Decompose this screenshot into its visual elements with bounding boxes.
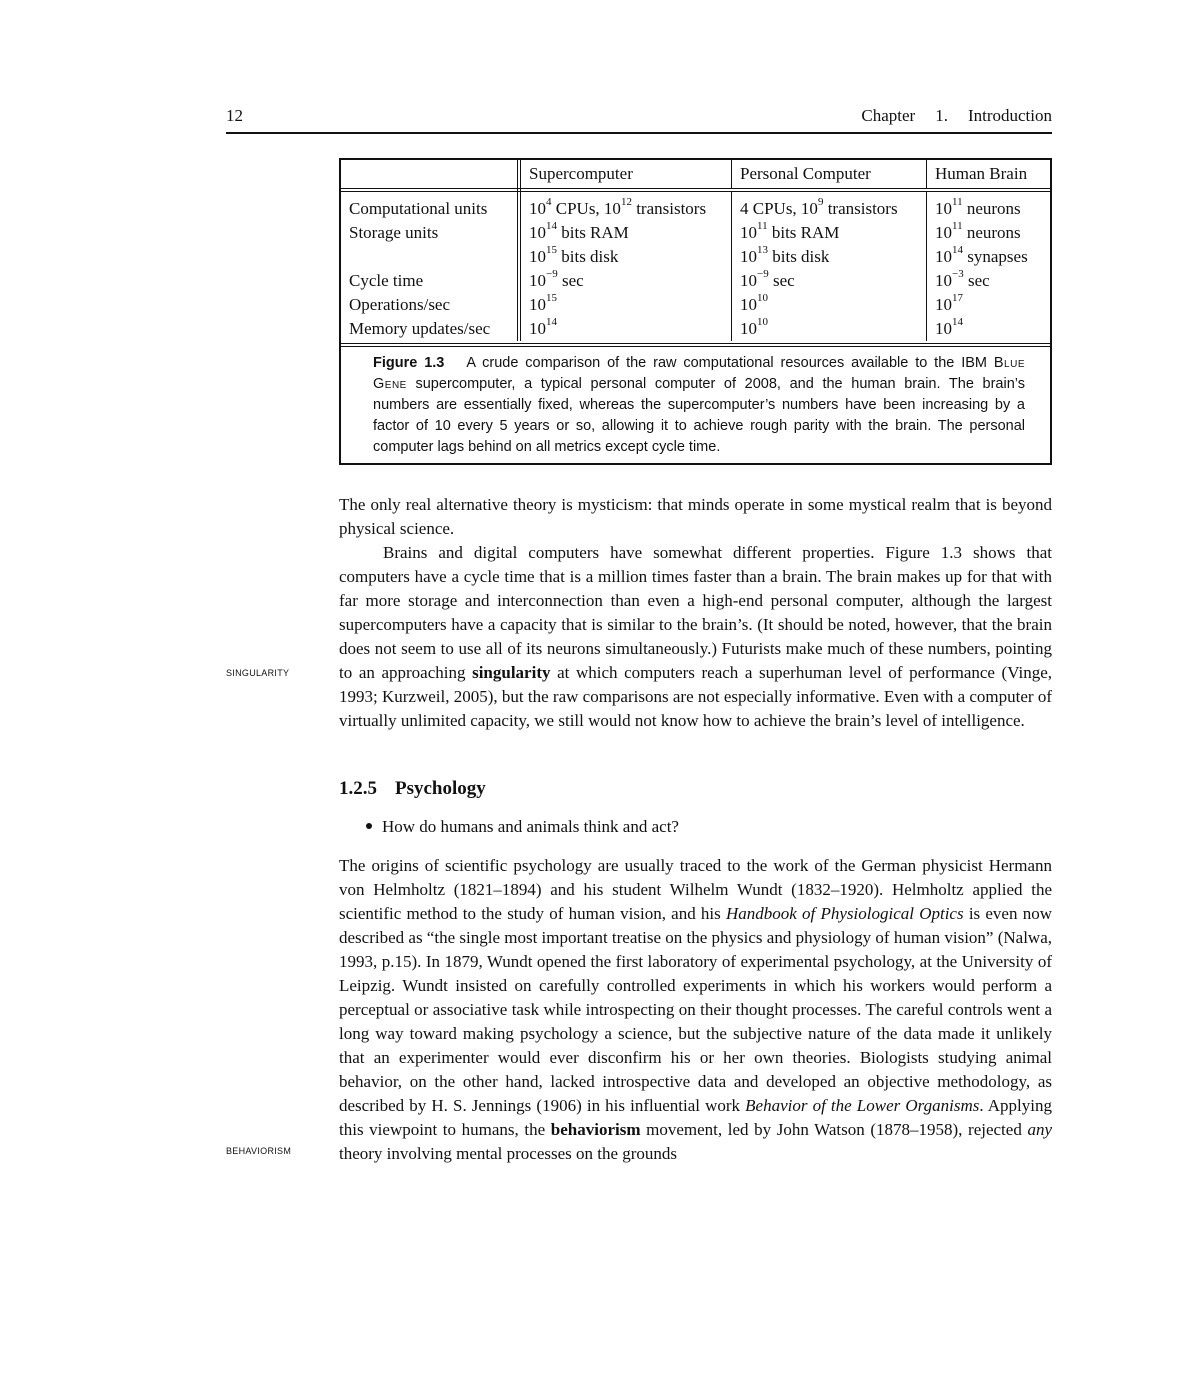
- chapter-number: 1.: [935, 106, 948, 125]
- bullet-icon: [366, 823, 372, 829]
- paragraph: The origins of scientific psychology are usually traced to the work of the German physicist Hermann von Helmholtz (1821–1894) and his student Wilhelm Wundt (1832–1920). Helmholtz applied the scientific method to the study of human vision, and his Handbook of Physiological Optics is even now described as “the single most important treatise on the physics and physiology of human vision” (Nalwa, 1993, p.15). In 1879, Wundt opened the first laboratory of experimental psychology, at the University of Leipzig. Wundt insisted on carefully controlled experiments in which his workers would perform a perceptual or associative task while introspecting on their thought processes. The careful controls went a long way toward making psychology a science, but the subjective nature of the data made it unlikely that an experimenter would ever disconfirm his or her own theories. Biologists studying animal behavior, on the other hand, lacked introspective data and developed an objective methodology, as described by H. S. Jennings (1906) in his influential work Behavior of the Lower Organisms. Applying this viewpoint to humans, the behaviorism movement, led by John Watson (1878–1958), rejected any theory involving mental processes on the grounds: [339, 856, 1052, 1163]
- table-header-row: [341, 160, 1050, 190]
- paragraph: The only real alternative theory is mysticism: that minds operate in some mystical realm that is beyond physical science.: [339, 495, 1052, 538]
- margin-note-behaviorism: BEHAVIORISM: [226, 1146, 292, 1156]
- table-row: [341, 317, 1050, 341]
- caption-label: Figure 1.3: [373, 355, 445, 371]
- row-label: [341, 245, 519, 269]
- list-item: [366, 817, 679, 837]
- running-header: [226, 104, 1052, 134]
- table-row: [341, 190, 1050, 221]
- row-label: Memory updates/sec: [341, 317, 519, 341]
- row-label: Operations/sec: [341, 293, 519, 317]
- table-cell: $10^{17}$: [935, 292, 963, 314]
- table-cell: $10^{15}$: [519, 293, 732, 317]
- table-cell: $10^{10}$: [732, 317, 927, 341]
- table-cell: $10^{-9}$ sec: [732, 269, 927, 293]
- comparison-table: [341, 160, 1050, 341]
- body-text-top: [339, 493, 1052, 733]
- table-cell: $10^{-9}$ sec: [519, 269, 732, 293]
- caption-rule: [341, 343, 1050, 347]
- table-header-cell: Personal Computer: [732, 160, 927, 190]
- table-cell: $10^{11}$ bits RAM: [732, 221, 927, 245]
- table-header-cell: Human Brain: [927, 160, 1051, 190]
- margin-note-singularity: SINGULARITY: [226, 668, 290, 678]
- figure-caption: [373, 353, 1025, 458]
- paragraph: Brains and digital computers have somewhat different properties. Figure 1.3 shows that computers have a cycle time that is a million times faster than a brain. The brain makes up for that with far more storage and interconnection than even a high-end personal computer, although the largest supercomputers have a capacity that is similar to the brain’s. (It should be noted, however, that the brain does not seem to use all of its neurons simultaneously.) Futurists make much of these numbers, pointing to an approaching singularity at which computers reach a superhuman level of performance (Vinge, 1993; Kurzweil, 2005), but the raw comparisons are not especially informative. Even with a computer of virtually unlimited capacity, we still would not know how to achieve the brain’s level of intelligence.: [339, 543, 1052, 730]
- table-row: [341, 221, 1050, 245]
- figure-1-3: [339, 158, 1052, 465]
- row-label: Storage units: [341, 221, 519, 245]
- table-row: [341, 293, 1050, 317]
- table-cell: $10^{11}$ neurons: [935, 196, 1021, 218]
- table-cell: $10^{10}$: [732, 293, 927, 317]
- chapter-heading: [861, 106, 1052, 126]
- row-label: Cycle time: [341, 269, 519, 293]
- caption-text: A crude comparison of the raw computational resources available to the IBM Blue Gene supercomputer, a typical personal computer of 2008, and the human brain. The brain’s numbers are essentially fixed, whereas the supercomputer’s numbers have been increasing by a factor of 10 every 5 years or so, allowing it to achieve rough parity with the brain. The personal computer lags behind on all metrics except cycle time.: [373, 355, 1025, 455]
- page-number: 12: [226, 106, 243, 125]
- table-row: [341, 245, 1050, 269]
- table-cell: $10^4$ CPUs, $10^{12}$ transistors: [519, 190, 732, 221]
- table-cell: 4 CPUs, $10^9$ transistors: [732, 190, 927, 221]
- table-cell: $10^{14}$ bits RAM: [519, 221, 732, 245]
- table-header-cell: Supercomputer: [519, 160, 732, 190]
- table-cell: $10^{-3}$ sec: [935, 268, 990, 290]
- table-cell: $10^{14}$ synapses: [935, 244, 1028, 266]
- section-heading: [339, 778, 486, 800]
- section-number: 1.2.5: [339, 778, 377, 799]
- bullet-text: How do humans and animals think and act?: [382, 817, 679, 836]
- table-header-cell: [341, 160, 519, 190]
- chapter-label: Chapter: [861, 106, 916, 125]
- chapter-title: Introduction: [967, 106, 1052, 125]
- table-cell: $10^{15}$ bits disk: [519, 245, 732, 269]
- table-cell: $10^{11}$ neurons: [935, 220, 1021, 242]
- table-row: [341, 269, 1050, 293]
- table-cell: $10^{14}$: [519, 317, 732, 341]
- row-label: Computational units: [341, 190, 519, 221]
- body-text-bottom: [339, 854, 1052, 1166]
- section-title: Psychology: [395, 778, 486, 799]
- table-cell: $10^{14}$: [935, 316, 963, 338]
- table-cell: $10^{13}$ bits disk: [732, 245, 927, 269]
